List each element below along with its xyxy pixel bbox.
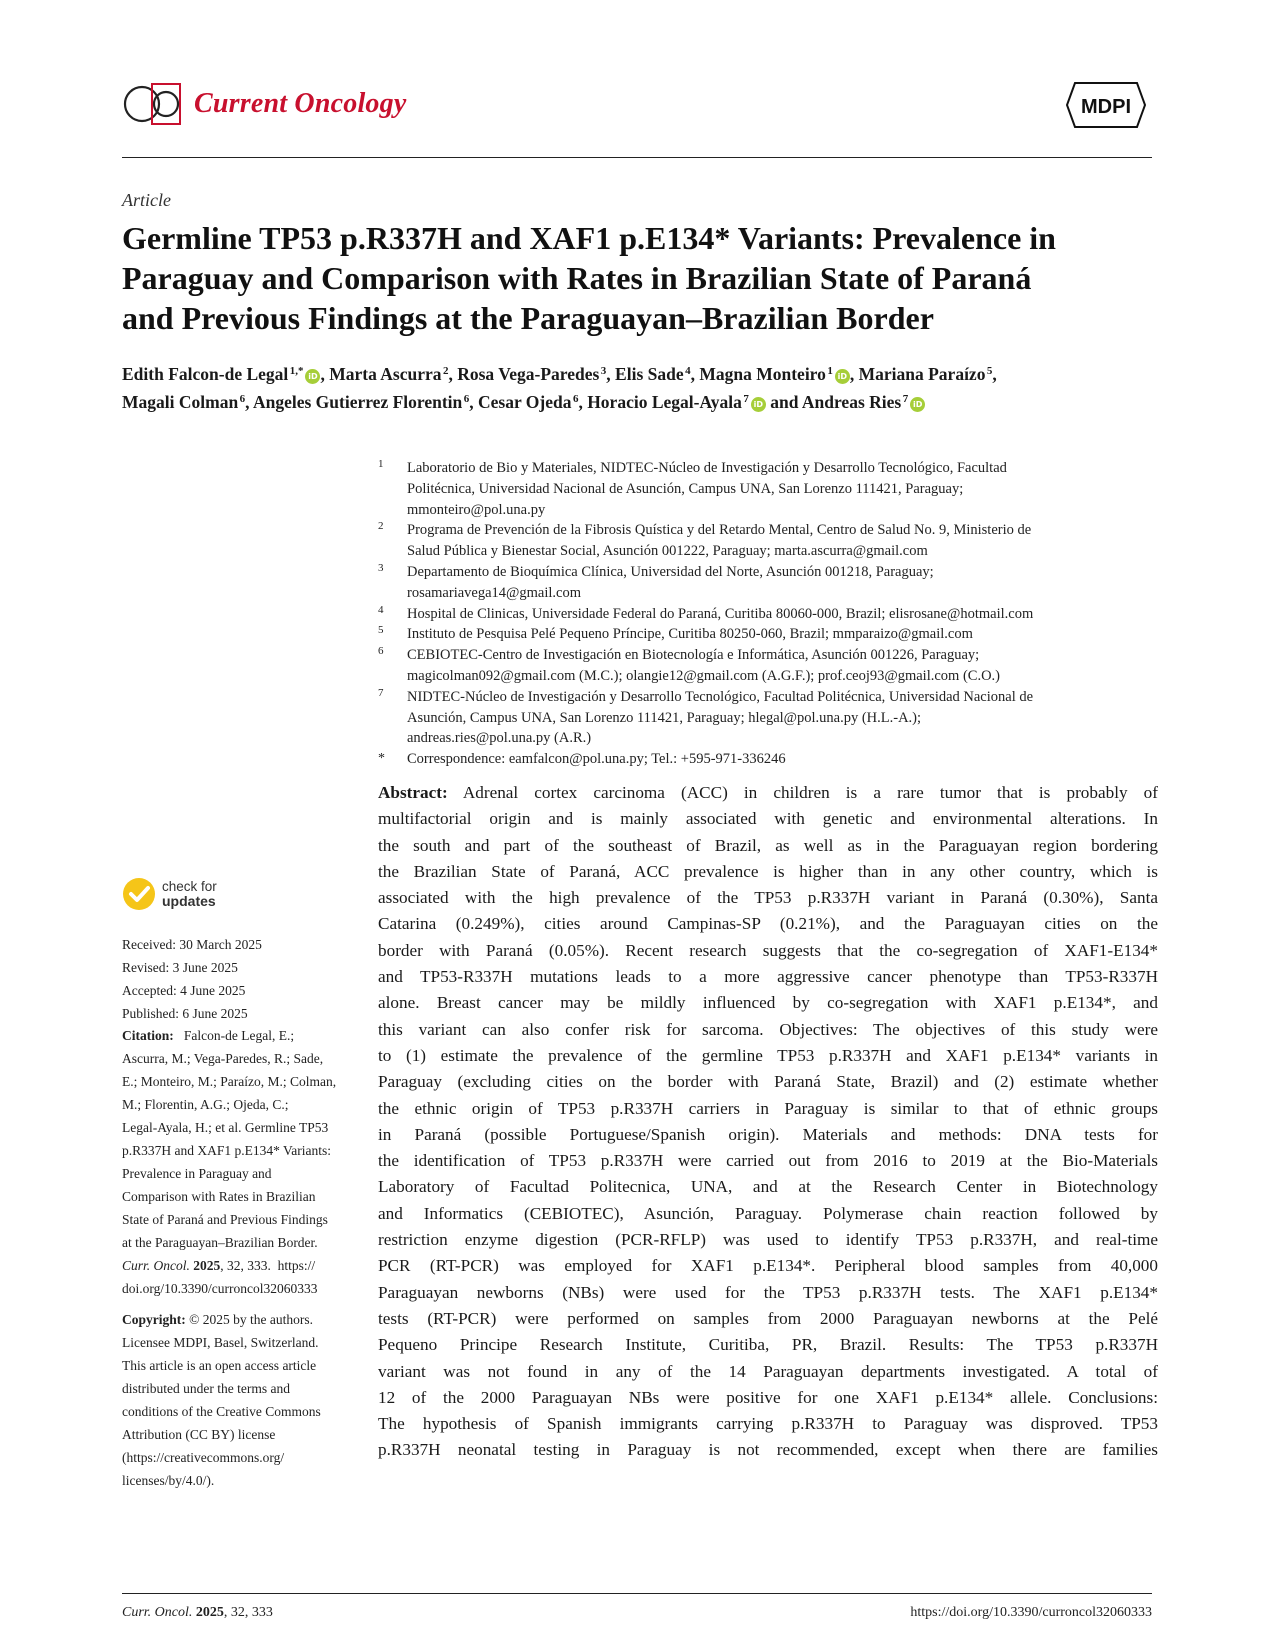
correspondence-item	[378, 749, 1158, 770]
affiliation-line: Instituto de Pesquisa Pelé Pequeno Príncipe, Curitiba 80250-060, Brazil; mmparaizo@gmail.com	[407, 626, 973, 643]
check-for-updates-button[interactable]	[122, 877, 217, 911]
author-line	[122, 360, 1162, 388]
revised-date: Revised: 3 June 2025	[122, 960, 238, 975]
author-line	[122, 388, 1162, 416]
footer-volume: , 32, 333	[223, 1605, 273, 1620]
affiliation-number: 1	[378, 458, 384, 470]
accepted-date: Accepted: 4 June 2025	[122, 983, 246, 998]
affiliation-number: 3	[378, 561, 384, 574]
affiliation-number: 6	[378, 645, 384, 658]
abstract-line	[378, 780, 1158, 806]
affiliation-line: Asunción, Campus UNA, San Lorenzo 111421, Paraguay; hlegal@pol.una.py (H.L.-A.);	[407, 709, 922, 726]
citation-year: 2025	[193, 1258, 221, 1273]
abstract-text: Adrenal cortex carcinoma (ACC) in children is a rare tumor that is probably of	[462, 783, 1158, 802]
abstract-line: Pequeno Principe Research Institute, Curitiba, PR, Brazil. Results: The TP53 p.R337H	[378, 1335, 1158, 1355]
citation-line: p.R337H and XAF1 p.E134* Variants:	[122, 1143, 331, 1158]
author-separator: ,	[849, 364, 859, 384]
correspondence-line: Correspondence: eamfalcon@pol.una.py; Tel.: +595-971-336246	[407, 751, 786, 768]
citation-volume: , 32, 333.	[220, 1258, 271, 1273]
affiliation-line: Hospital de Clinicas, Universidade Federal do Paraná, Curitiba 80060-000, Brazil; elisrosane@hotmail.com	[407, 605, 1034, 622]
abstract-line: p.R337H neonatal testing in Paraguay is not recommended, except when there are families	[378, 1440, 1158, 1460]
author-name: Andreas Ries	[801, 392, 902, 412]
abstract-line: the ethnic origin of TP53 p.R337H carriers in Paraguay is similar to that of ethnic groups	[378, 1098, 1158, 1118]
affiliation-number: 4	[378, 603, 384, 616]
check-for-updates-icon	[122, 877, 156, 911]
abstract-line: Laboratory of Facultad Politecnica, UNA, and at the Research Center in Biotechnology	[378, 1177, 1158, 1197]
title-line: Paraguay and Comparison with Rates in Brazilian State of Paraná	[122, 260, 1032, 296]
author-affiliation-ref: 6	[463, 393, 470, 405]
affiliation-line: Salud Pública y Bienestar Social, Asunción 001222, Paraguay; marta.ascurra@gmail.com	[407, 543, 928, 560]
author-affiliation-ref: 5	[986, 365, 993, 377]
citation-doi-link[interactable]: https://	[277, 1258, 316, 1273]
orcid-icon[interactable]: iD	[305, 369, 320, 384]
copyright-line: This article is an open access article	[122, 1358, 317, 1373]
title-line: Germline TP53 p.R337H and XAF1 p.E134* Variants: Prevalence in	[122, 220, 1056, 256]
affiliation-item	[378, 624, 1158, 645]
citation-line: Legal-Ayala, H.; et al. Germline TP53	[122, 1120, 329, 1135]
license-link[interactable]: (https://creativecommons.org/	[122, 1450, 285, 1465]
abstract-line: Paraguayan newborns (NBs) were used for the TP53 p.R337H tests. The XAF1 p.E134*	[378, 1282, 1158, 1302]
abstract-line: tests (RT-PCR) were performed on samples from 2000 Paraguayan newborns at the Pelé	[378, 1308, 1158, 1328]
author-affiliation-ref: 2	[442, 365, 449, 377]
abstract-line: variant was not found in any of the 14 Paraguayan departments investigated. A total of	[378, 1361, 1158, 1381]
author-name: Edith Falcon-de Legal	[122, 364, 289, 384]
abstract-line: the Brazilian State of Paraná, ACC prevalence is higher than in any other country, which is	[378, 861, 1158, 881]
abstract-line: in Paraná (possible Portuguese/Spanish origin). Materials and methods: DNA tests for	[378, 1124, 1158, 1144]
abstract-line: and Informatics (CEBIOTEC), Asunción, Paraguay. Polymerase chain reaction followed by	[378, 1203, 1158, 1223]
abstract-line: Catarina (0.249%), cities around Campinas-SP (0.21%), and the Paraguayan cities on the	[378, 914, 1158, 934]
author-separator: ,	[690, 364, 700, 384]
abstract-line: and TP53-R337H mutations leads to a more aggressive cancer phenotype than TP53-R337H	[378, 967, 1158, 987]
mdpi-logo-icon[interactable]	[1065, 80, 1147, 130]
copyright-block	[122, 1308, 352, 1492]
author-separator: ,	[448, 364, 458, 384]
affiliation-email[interactable]: rosamariavega14@gmail.com	[407, 584, 581, 601]
citation-doi-link[interactable]: doi.org/10.3390/curroncol32060333	[122, 1281, 318, 1296]
copyright-line: distributed under the terms and	[122, 1381, 290, 1396]
author-affiliation-ref: 4	[685, 365, 691, 377]
citation-line: Ascurra, M.; Vega-Paredes, R.; Sade,	[122, 1051, 324, 1066]
affiliation-line: Politécnica, Universidad Nacional de Asunción, Campus UNA, San Lorenzo 111421, Paraguay;	[407, 480, 964, 497]
author-separator: ,	[245, 392, 253, 412]
author-affiliation-ref: 1	[827, 365, 833, 377]
orcid-icon[interactable]: iD	[751, 397, 766, 412]
affiliation-number: 2	[378, 520, 384, 533]
affiliation-line: NIDTEC-Núcleo de Investigación y Desarrollo Tecnológico, Facultad Politécnica, Universidad Nacional de	[407, 688, 1034, 705]
affiliation-item	[378, 520, 1158, 562]
copyright-line: Attribution (CC BY) license	[122, 1427, 276, 1442]
affiliation-line: magicolman092@gmail.com (M.C.); olangie12@gmail.com (A.G.F.); prof.ceoj93@gmail.com (C.O.)	[407, 667, 1001, 684]
footer-year: 2025	[195, 1605, 224, 1620]
author-affiliation-ref: 7	[743, 393, 749, 405]
author-affiliation-ref: 3	[600, 365, 607, 377]
author-name: Magna Monteiro	[699, 364, 826, 384]
abstract-line: this variant can also confer risk for sarcoma. Objectives: The objectives of this study were	[378, 1019, 1158, 1039]
author-name: Magali Colman	[122, 392, 239, 412]
header-rule	[122, 157, 1152, 158]
author-separator: ,	[606, 364, 616, 384]
citation-journal: Curr. Oncol.	[122, 1258, 190, 1273]
abstract-heading: Abstract:	[378, 783, 448, 802]
title-line: and Previous Findings at the Paraguayan–Brazilian Border	[122, 300, 934, 336]
published-date: Published: 6 June 2025	[122, 1006, 248, 1021]
journal-logo-mark-icon	[122, 78, 186, 130]
citation-label: Citation:	[122, 1028, 174, 1043]
author-name: Rosa Vega-Paredes	[457, 364, 600, 384]
copyright-line: conditions of the Creative Commons	[122, 1404, 321, 1419]
affiliation-item	[378, 604, 1158, 625]
orcid-icon[interactable]: iD	[835, 369, 850, 384]
orcid-icon[interactable]: iD	[910, 397, 925, 412]
affiliation-line: CEBIOTEC-Centro de Investigación en Biotecnología e Informática, Asunción 001226, Paraguay;	[407, 647, 980, 664]
abstract-line: the identification of TP53 p.R337H were carried out from 2016 to 2019 at the Bio-Materials	[378, 1151, 1158, 1171]
affiliation-line: andreas.ries@pol.una.py (A.R.)	[407, 730, 592, 747]
affiliation-line: Programa de Prevención de la Fibrosis Quística y del Retardo Mental, Centro de Salud No. 9, Ministerio de	[407, 522, 1032, 539]
author-name: Angeles Gutierrez Florentin	[252, 392, 463, 412]
footer-journal: Curr. Oncol.	[122, 1605, 193, 1620]
license-link[interactable]: licenses/by/4.0/).	[122, 1473, 215, 1488]
citation-line: State of Paraná and Previous Findings	[122, 1212, 328, 1227]
received-date: Received: 30 March 2025	[122, 937, 262, 952]
journal-logo[interactable]	[122, 78, 406, 130]
citation-line	[122, 1024, 352, 1047]
author-name: Horacio Legal-Ayala	[587, 392, 742, 412]
article-title	[122, 218, 1162, 338]
abstract	[378, 780, 1158, 1464]
author-separator: ,	[992, 364, 997, 384]
copyright-text: © 2025 by the authors.	[189, 1312, 313, 1327]
abstract-line: multifactorial origin and is mainly associated with genetic and environmental alterations. In	[378, 809, 1158, 829]
affiliation-line: Departamento de Bioquímica Clínica, Universidad del Norte, Asunción 001218, Paraguay;	[407, 563, 934, 580]
citation-line: E.; Monteiro, M.; Paraízo, M.; Colman,	[122, 1074, 337, 1089]
affiliation-item	[378, 458, 1158, 520]
affiliation-item	[378, 645, 1158, 687]
footer-citation	[122, 1605, 273, 1621]
citation-line: Prevalence in Paraguay and	[122, 1166, 272, 1181]
affiliation-number: 5	[378, 624, 384, 637]
copyright-line: Licensee MDPI, Basel, Switzerland.	[122, 1335, 319, 1350]
author-name: Mariana Paraízo	[858, 364, 986, 384]
author-name: Cesar Ojeda	[477, 392, 572, 412]
copyright-line	[122, 1308, 352, 1331]
journal-name: Current Oncology	[194, 88, 407, 119]
author-list	[122, 360, 1162, 416]
footer-doi-link[interactable]: https://doi.org/10.3390/curroncol32060333	[910, 1605, 1152, 1620]
affiliation-item	[378, 562, 1158, 604]
author-affiliation-ref: 6	[239, 393, 246, 405]
affiliation-item	[378, 687, 1158, 749]
article-type: Article	[122, 190, 171, 210]
correspondence-marker: *	[378, 751, 385, 767]
affiliation-line: Laboratorio de Bio y Materiales, NIDTEC-Núcleo de Investigación y Desarrollo Tecnológico, Facultad	[407, 460, 1007, 476]
author-name: Marta Ascurra	[329, 364, 442, 384]
check-updates-line1: check for	[162, 878, 217, 894]
abstract-line: border with Paraná (0.05%). Recent research suggests that the co-segregation of XAF1-E134*	[378, 940, 1158, 960]
citation-line: Comparison with Rates in Brazilian	[122, 1189, 316, 1204]
abstract-line: the south and part of the southeast of Brazil, as well as in the Paraguayan region bordering	[378, 835, 1158, 855]
author-affiliation-ref: 6	[572, 393, 579, 405]
abstract-line: alone. Breast cancer may be mildly influenced by co-segregation with XAF1 p.E134*, and	[378, 993, 1158, 1013]
author-separator: and	[765, 392, 802, 412]
author-separator: ,	[469, 392, 478, 412]
publisher-name: MDPI	[1081, 96, 1131, 118]
citation-block	[122, 1024, 352, 1300]
author-affiliation-ref: 1,*	[289, 365, 304, 377]
affiliations	[378, 458, 1158, 770]
author-name: Elis Sade	[615, 364, 684, 384]
footer-rule	[122, 1593, 1152, 1594]
citation-line: M.; Florentin, A.G.; Ojeda, C.;	[122, 1097, 289, 1112]
citation-line	[122, 1254, 352, 1277]
abstract-line: 12 of the 2000 Paraguayan NBs were positive for one XAF1 p.E134* allele. Conclusions:	[378, 1387, 1158, 1407]
citation-line: at the Paraguayan–Brazilian Border.	[122, 1235, 318, 1250]
abstract-line: associated with the high prevalence of the TP53 p.R337H variant in Paraná (0.30%), Santa	[378, 888, 1158, 908]
citation-text: Falcon-de Legal, E.;	[183, 1028, 295, 1043]
abstract-line: Paraguay (excluding cities on the border with Paraná State, Brazil) and (2) estimate whether	[378, 1072, 1158, 1092]
affiliation-number: 7	[378, 686, 384, 699]
abstract-line: The hypothesis of Spanish immigrants carrying p.R337H to Paraguay was disproved. TP53	[378, 1414, 1158, 1434]
author-separator: ,	[578, 392, 588, 412]
affiliation-email[interactable]: mmonteiro@pol.una.py	[407, 501, 546, 518]
abstract-line: PCR (RT-PCR) was employed for XAF1 p.E134*. Peripheral blood samples from 40,000	[378, 1256, 1158, 1276]
author-affiliation-ref: 7	[902, 393, 909, 405]
author-separator: ,	[320, 364, 330, 384]
check-updates-line2: updates	[162, 892, 216, 909]
abstract-line: to (1) estimate the prevalence of the germline TP53 p.R337H and XAF1 p.E134* variants in	[378, 1045, 1158, 1065]
abstract-line: restriction enzyme digestion (PCR-RFLP) was used to identify TP53 p.R337H, and real-time	[378, 1230, 1158, 1250]
publication-dates	[122, 933, 262, 1025]
copyright-label: Copyright:	[122, 1312, 186, 1327]
